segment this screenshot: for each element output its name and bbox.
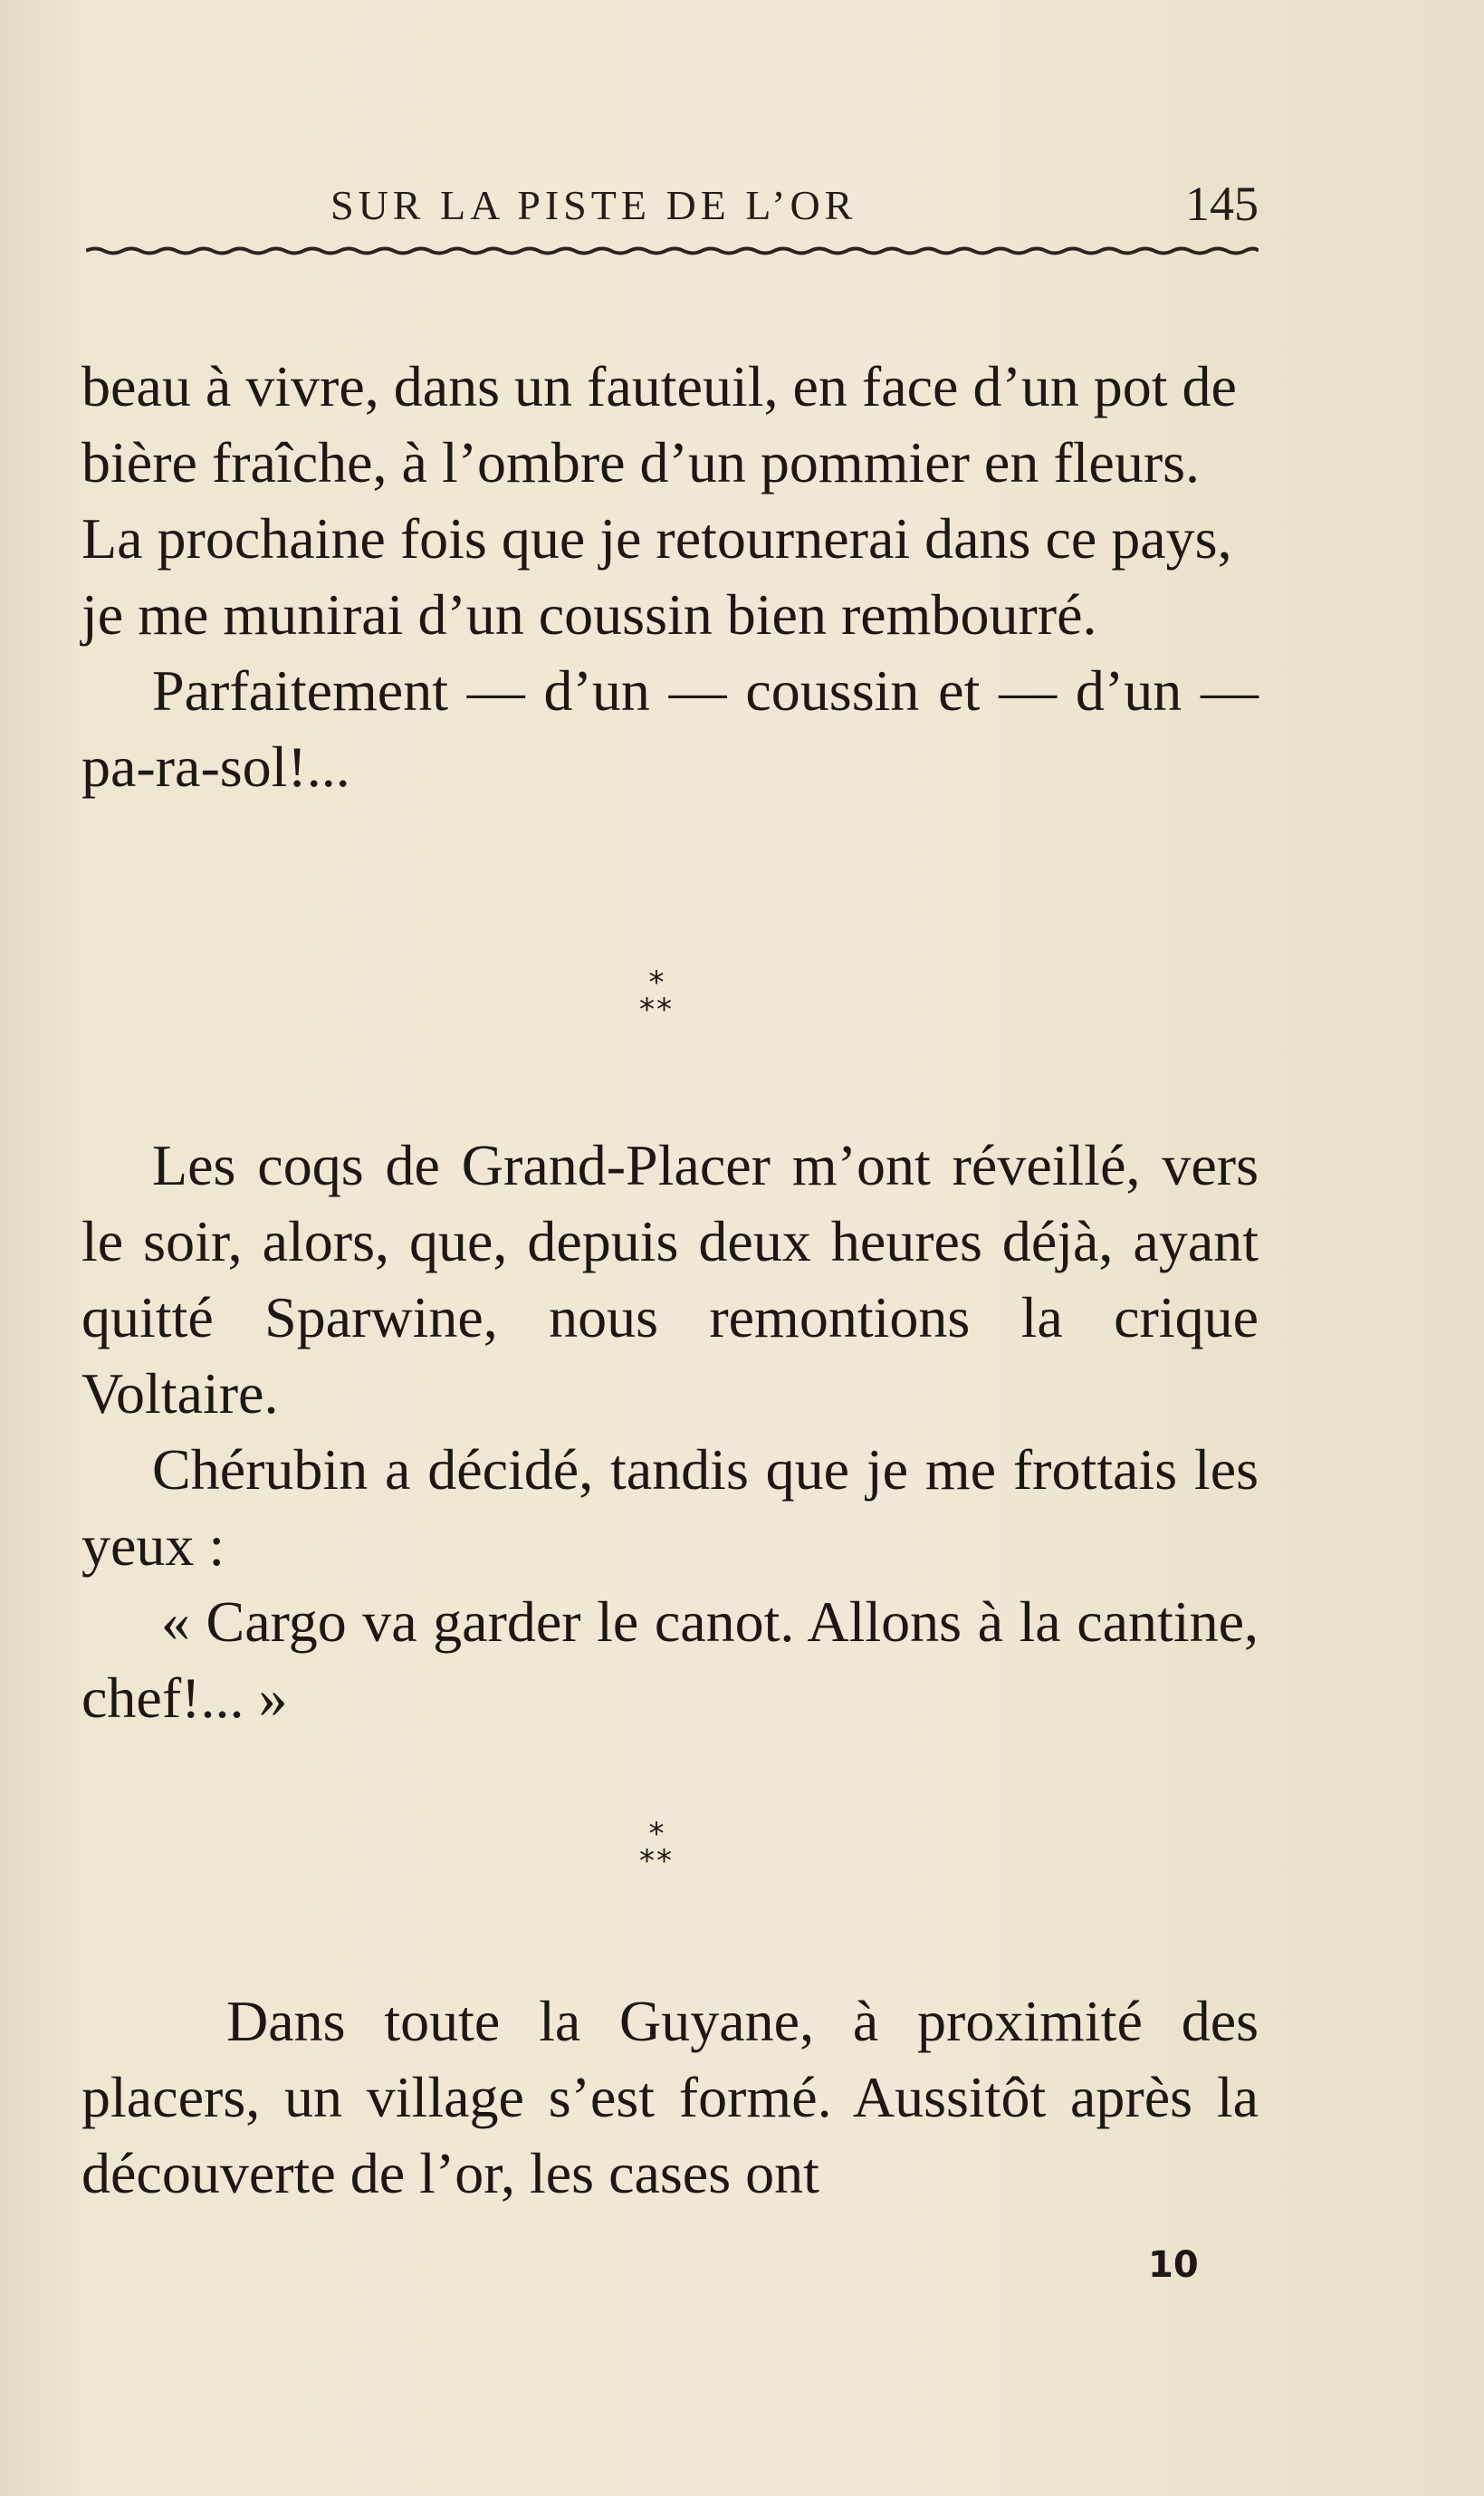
asterism-divider bbox=[616, 1816, 697, 1879]
asterism-top: * bbox=[648, 965, 665, 1001]
page-header bbox=[81, 174, 1259, 237]
running-title: SUR LA PISTE DE L’OR bbox=[330, 182, 857, 228]
paragraph: beau à vivre, dans un fauteuil, en face d’un pot de bière fraîche, à l’ombre d’un pommier en fleurs. La prochaine fois que je retournerai dans ce pays, je me munirai d’un coussin bien rembourré. bbox=[81, 354, 1237, 647]
page-number: 145 bbox=[1185, 177, 1259, 231]
asterism-divider bbox=[616, 965, 697, 1028]
paragraph: Les coqs de Grand-Placer m’ont réveillé, vers le soir, alors, que, depuis deux heures déjà, ayant quitté Sparwine, nous remontions la crique Voltaire. bbox=[81, 1133, 1259, 1426]
asterism-bottom: ** bbox=[639, 1843, 674, 1879]
header-ornamental-rule bbox=[86, 245, 1259, 255]
text-section-2 bbox=[81, 1128, 1259, 1736]
printer-signature-mark: 10 bbox=[1148, 2244, 1199, 2286]
asterism-bottom: ** bbox=[639, 992, 674, 1028]
text-section-1 bbox=[81, 349, 1259, 805]
paragraph: Dans toute la Guyane, à proximité des placers, un village s’est formé. Aussitôt après la découverte de l’or, les cases ont bbox=[81, 1989, 1259, 2205]
asterism-top: * bbox=[648, 1816, 665, 1852]
paragraph: « Cargo va garder le canot. Allons à la cantine, chef!... » bbox=[81, 1589, 1259, 1730]
text-section-3 bbox=[81, 1983, 1259, 2212]
paragraph: Parfaitement — d’un — coussin et — d’un — pa-ra-sol!... bbox=[81, 658, 1259, 799]
paragraph: Chérubin a décidé, tandis que je me frottais les yeux : bbox=[81, 1437, 1259, 1578]
